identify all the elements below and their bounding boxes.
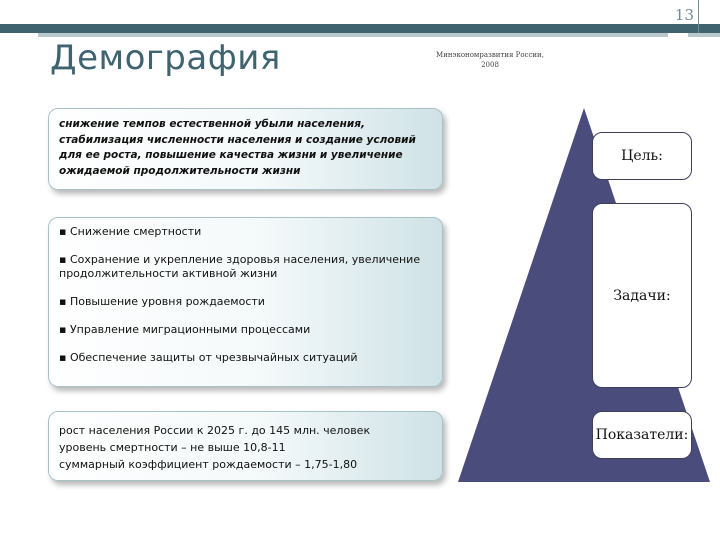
pyramid-tasks-label [592,203,692,388]
pyramid-goal-label [592,132,692,180]
task-item: ▪ Снижение смертности [59,225,202,238]
task-item: ▪ Сохранение и укрепление здоровья населения, увеличение продолжительности активной жизни [59,253,421,280]
task-item: ▪ Обеспечение защиты от чрезвычайных ситуаций [59,351,358,364]
indicator-item: рост населения России к 2025 г. до 145 млн. человек [59,424,371,437]
page-title: Демография [50,38,281,78]
goal-text: снижение темпов естественной убыли населения, стабилизация численности населения и создание условий для ее роста, повышение качества жизни и увеличение ожидаемой продолжительности жизни [59,118,416,177]
indicators-label-text: Показатели: [595,427,689,443]
task-item: ▪ Повышение уровня рождаемости [59,295,265,308]
task-item: ▪ Управление миграционными процессами [59,323,311,336]
indicator-item: уровень смертности – не выше 10,8-11 [59,441,286,454]
source-caption: Минэкономразвития России, 2008 [436,51,544,69]
indicator-item: суммарный коэффициент рождаемости – 1,75-1,80 [59,458,358,471]
pyramid-indicators-label [592,411,692,459]
goal-label-text: Цель: [621,148,663,164]
page-number: 13 [674,6,694,24]
tasks-label-text: Задачи: [613,287,671,304]
